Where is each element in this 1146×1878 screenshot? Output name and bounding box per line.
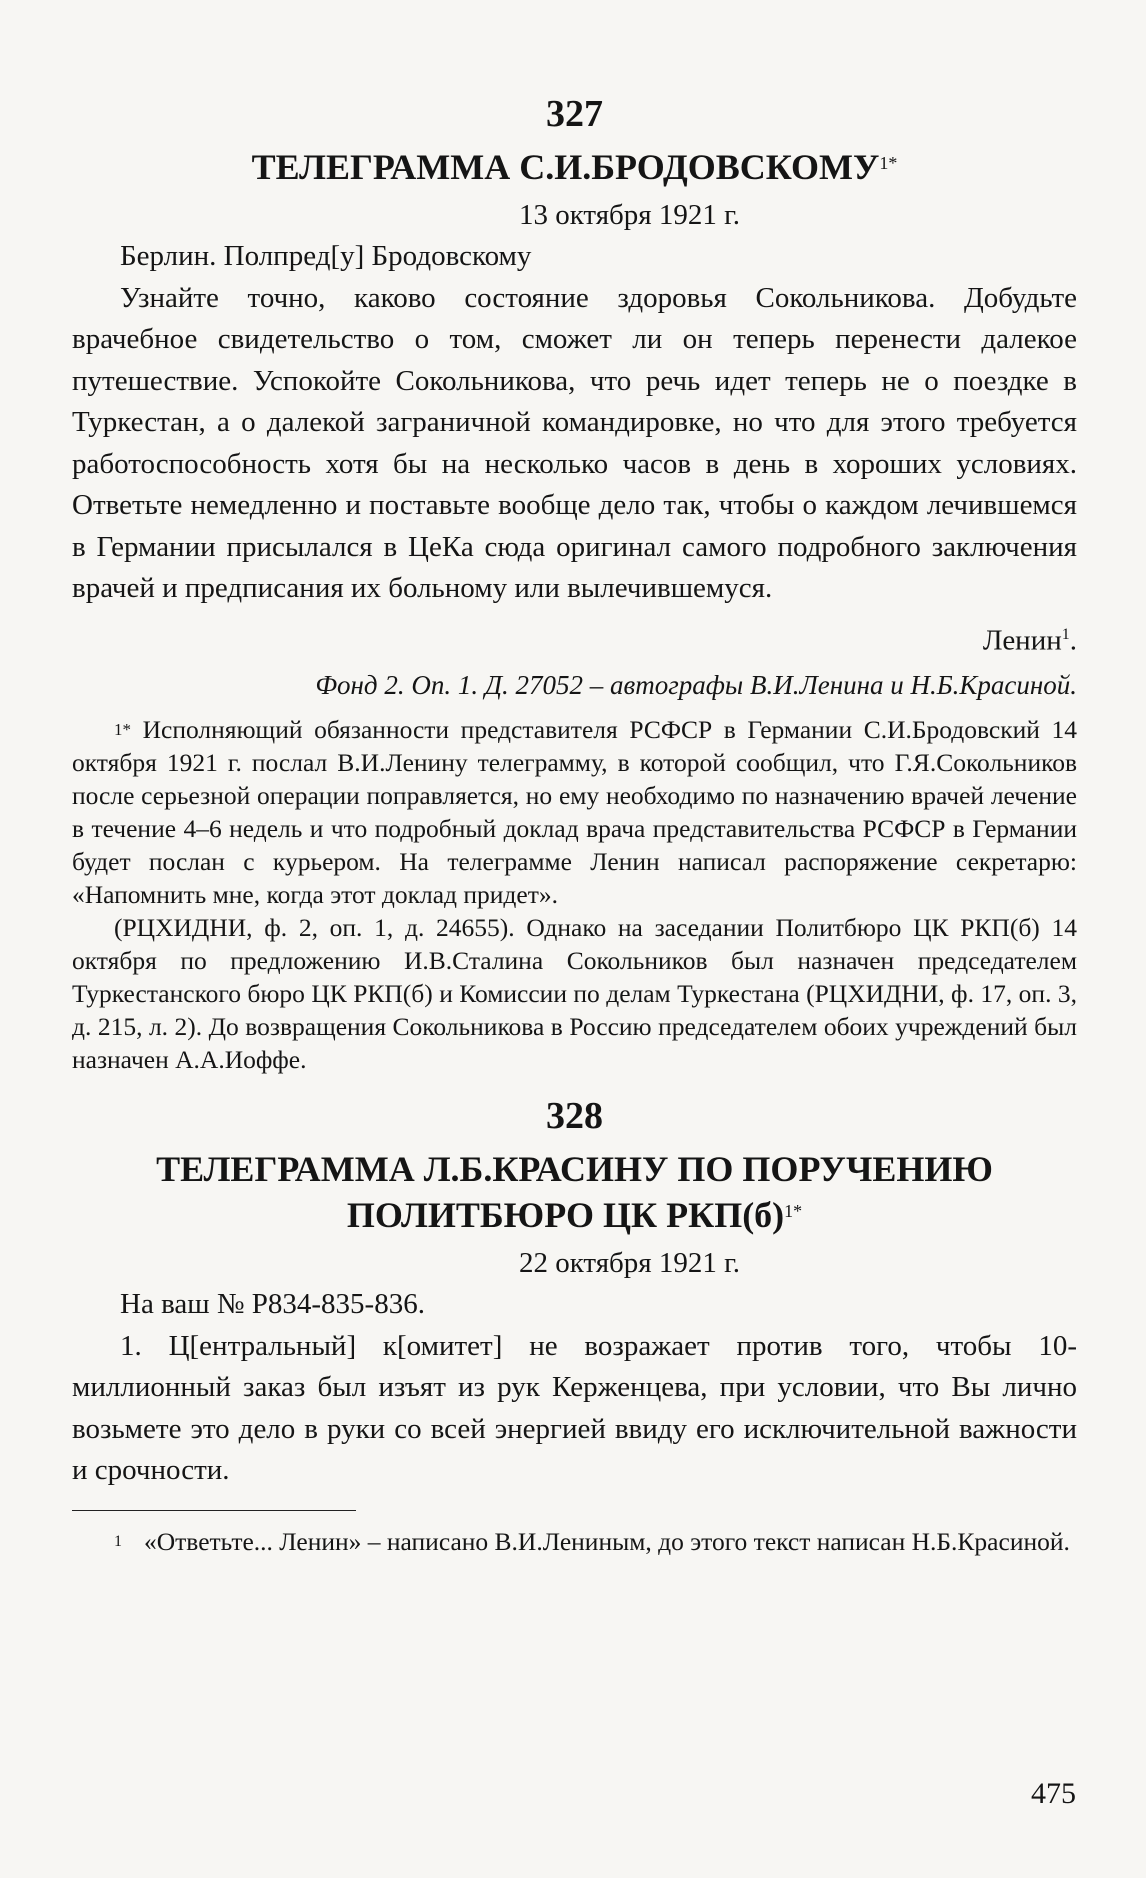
document-328 <box>72 1094 1077 1492</box>
footnote <box>72 1525 1077 1558</box>
document-date: 13 октября 1921 г. <box>518 199 741 231</box>
editorial-note-continued: (РЦХИДНИ, ф. 2, оп. 1, д. 24655). Однако на заседании Политбюро ЦК РКП(б) 14 октября по предложению И.В.Сталина Сокольников был назначен председателем Туркестанского бюро ЦК РКП(б) и Комиссии по делам Туркестана (РЦХИДНИ, ф. 17, оп. 3, д. 215, л. 2). До возвращения Сокольникова в Россию председателем обоих учреждений был назначен А.А.Иоффе. <box>72 913 1077 1075</box>
footnote-divider <box>72 1510 356 1511</box>
document-title <box>72 144 1077 190</box>
title-line-1: ТЕЛЕГРАММА Л.Б.КРАСИНУ ПО ПОРУЧЕНИЮ <box>156 1149 993 1190</box>
signature-footnote-mark[interactable]: 1 <box>1061 625 1070 643</box>
note-text: Исполняющий обязанности представителя РСФСР в Германии С.И.Бродовский 14 октября 1921 г. послал В.И.Ленину телеграмму, в которой сообщил, что Г.Я.Сокольников после серьезной операции поправляется, но ему необходимо по назначению врачей лечение в течение 4–6 недель и что подробный доклад врача представительства РСФСР в Германии будет послан с курьером. На телеграмме Ленин написал распоряжение секретарю: «Напомнить мне, когда этот доклад придет». <box>72 715 1077 910</box>
document-327 <box>72 92 1077 1076</box>
editorial-note <box>72 713 1077 911</box>
page-number: 475 <box>1031 1777 1076 1810</box>
signature-name: Ленин <box>982 624 1062 657</box>
signature: Ленин$^1$. <box>982 624 1077 657</box>
note-mark: 1* <box>114 720 131 740</box>
document-title <box>72 1146 1077 1238</box>
page-content <box>72 92 1077 1558</box>
body-paragraph: Узнайте точно, каково состояние здоровья Сокольникова. Добудьте врачебное свидетельство о том, сможет ли он теперь перенести далекое путешествие. Успокойте Сокольникова, что речь идет теперь не о поездке в Туркестан, а о далекой заграничной командировке, но что для этого требуется работоспособность хотя бы на несколько часов в день в хороших условиях. Ответьте немедленно и поставьте вообще дело так, чтобы о каждом лечившемся в Германии присылался в ЦеКа сюда оригинал самого подробного заключения врачей и предписания их больному или вылечившемуся. <box>72 281 1077 604</box>
document-number: 328 <box>546 1095 603 1138</box>
title-note-mark[interactable]: 1* <box>784 1201 803 1222</box>
footnote-text: «Ответьте... Ленин» – написано В.И.Лениным, до этого текст написан Н.Б.Красиной. <box>144 1526 1070 1556</box>
body-paragraph: 1. Ц[ентральный] к[омитет] не возражает против того, чтобы 10-миллионный заказ был изъят из рук Керженцева, при условии, что Вы лично возьмете это дело в руки со всей энергией ввиду его исключительной важности и срочности. <box>72 1329 1077 1487</box>
archive-source: Фонд 2. Оп. 1. Д. 27052 – автографы В.И.Ленина и Н.Б.Красиной. <box>315 670 1077 701</box>
title-note-mark[interactable]: 1* <box>879 153 898 173</box>
title-text: ТЕЛЕГРАММА С.И.БРОДОВСКОМУ <box>251 147 880 187</box>
footnote-mark: 1 <box>114 1532 122 1550</box>
document-number: 327 <box>546 93 603 135</box>
address-line: Берлин. Полпред[у] Бродовскому <box>120 240 532 272</box>
document-date: 22 октября 1921 г. <box>518 1247 741 1280</box>
reference-line: На ваш № Р834-835-836. <box>120 1288 425 1321</box>
title-line-2: ПОЛИТБЮРО ЦК РКП(б) <box>346 1195 785 1236</box>
